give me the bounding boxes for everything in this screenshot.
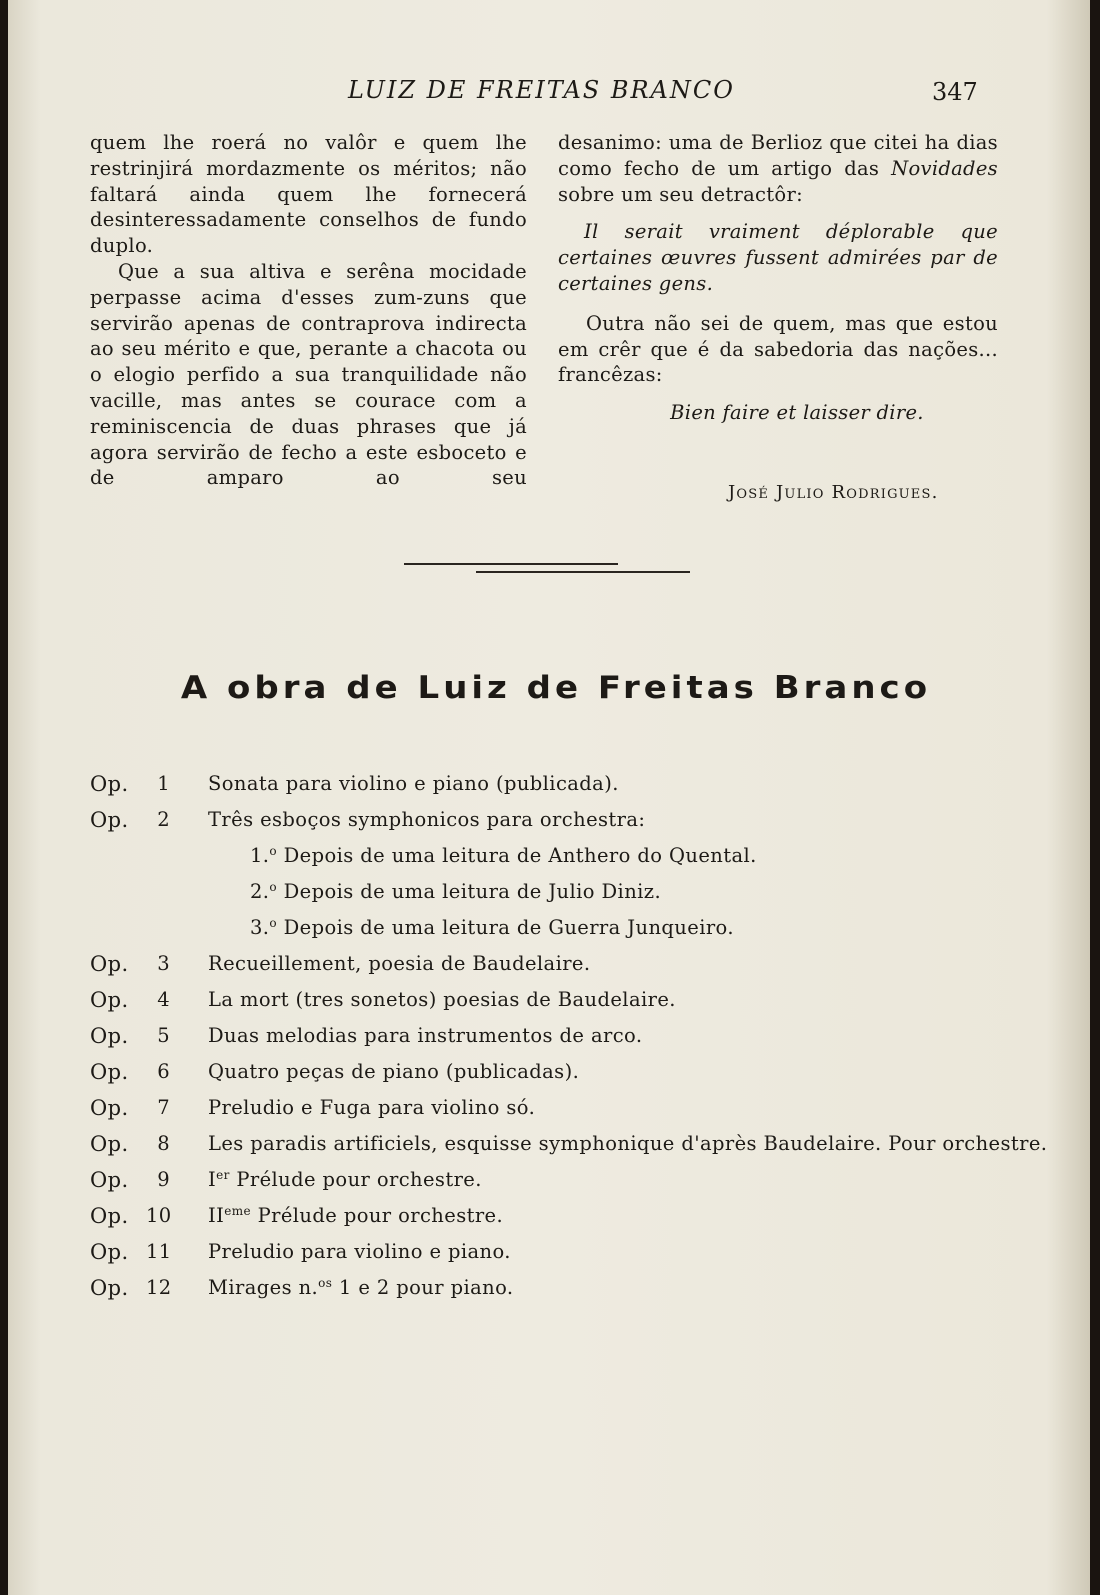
author-signature: José Julio Rodrigues. [728,482,939,503]
opus-label: Op. [90,952,129,976]
opus-number: 6 [157,1060,170,1083]
work-subpart: 2.$^o$ Depois de uma leitura de Julio Diniz. [250,880,662,903]
running-head: LUIZ DE FREITAS BRANCO [348,76,735,104]
opus-number: 11 [146,1240,172,1263]
opus-label: Op. [90,1096,129,1120]
superscript: er [216,1168,230,1182]
opus-label: Op. [90,1132,129,1156]
work-title: Preludio e Fuga para violino só. [208,1096,536,1119]
proverb-quote: Bien faire et laisser dire. [670,401,924,425]
newspaper-title: Novidades [891,156,998,180]
work-title: Quatro peças de piano (publicadas). [208,1060,580,1083]
superscript: o [269,844,278,858]
opus-label: Op. [90,1060,129,1084]
superscript: o [269,916,278,930]
superscript: o [269,880,278,894]
work-title: Ier Prélude pour orchestre. [208,1168,482,1191]
opus-number: 9 [157,1168,170,1191]
right-column [558,130,998,426]
section-title: A obra de Luiz de Freitas Branco [180,669,932,707]
right-paragraph-1 [558,130,998,207]
left-paragraph-2: Que a sua altiva e serêna mocidade perpasse acima d'esses zum-zuns que servirão apenas de contraprova indirecta ao seu mérito e que, perante a chacota ou o elogio perfido a sua tranquilidade não vacille, mas antes se courace com a reminiscencia de duas phrases que já agora servirão de fecho a este esboceto e de amparo ao seu [90,259,527,490]
work-title: Les paradis artificiels, esquisse symphonique d'après Baudelaire. Pour orchestre. [208,1132,1048,1155]
right-paragraph-1-end: sobre um seu detractôr: [558,182,803,206]
work-title: IIeme Prélude pour orchestre. [208,1204,504,1227]
work-title: Duas melodias para instrumentos de arco. [208,1024,643,1047]
work-subpart: 3.$^o$ Depois de uma leitura de Guerra Junqueiro. [250,916,734,939]
opus-label: Op. [90,772,129,796]
book-page [8,0,1090,1595]
opus-label: Op. [90,1204,129,1228]
work-title: Sonata para violino e piano (publicada). [208,772,619,795]
opus-number: 12 [146,1276,172,1299]
work-title: Recueillement, poesia de Baudelaire. [208,952,591,975]
opus-number: 5 [157,1024,170,1047]
opus-number: 2 [157,808,170,831]
opus-label: Op. [90,1276,129,1300]
opus-number: 1 [157,772,170,795]
opus-number: 8 [157,1132,170,1155]
opus-number: 7 [157,1096,170,1119]
opus-label: Op. [90,1240,129,1264]
right-paragraph-2: Outra não sei de quem, mas que estou em crêr que é da sabedoria das nações... francêzas: [558,311,998,387]
opus-label: Op. [90,808,129,832]
superscript: os [318,1276,333,1290]
work-title: La mort (tres sonetos) poesias de Baudelaire. [208,988,676,1011]
left-column [90,130,527,491]
opus-label: Op. [90,1024,129,1048]
divider-rule-top [404,563,618,565]
page-number: 347 [932,78,978,106]
work-title: Mirages n.$^{os}$ 1 e 2 pour piano. [208,1276,514,1299]
divider-rule-bottom [476,571,690,573]
opus-label: Op. [90,1168,129,1192]
right-paragraph-1-start: desanimo: uma de Berlioz que citei ha dias como fecho de um artigo das [558,131,998,180]
opus-number: 3 [157,952,170,975]
work-title: Três esboços symphonicos para orchestra: [208,808,646,831]
opus-label: Op. [90,988,129,1012]
opus-number: 4 [157,988,170,1011]
work-title: Preludio para violino e piano. [208,1240,511,1263]
work-subpart: 1.$^o$ Depois de uma leitura de Anthero do Quental. [250,844,757,867]
berlioz-quote: Il serait vraiment déplorable que certaines œuvres fussent admirées par de certaines gens. [558,220,998,295]
left-paragraph-1: quem lhe roerá no valôr e quem lhe restrinjirá mordazmente os méritos; não faltará ainda quem lhe fornecerá desinteressadamente conselhos de fundo duplo. [90,131,527,258]
opus-number: 10 [146,1204,172,1227]
superscript: eme [224,1204,252,1218]
